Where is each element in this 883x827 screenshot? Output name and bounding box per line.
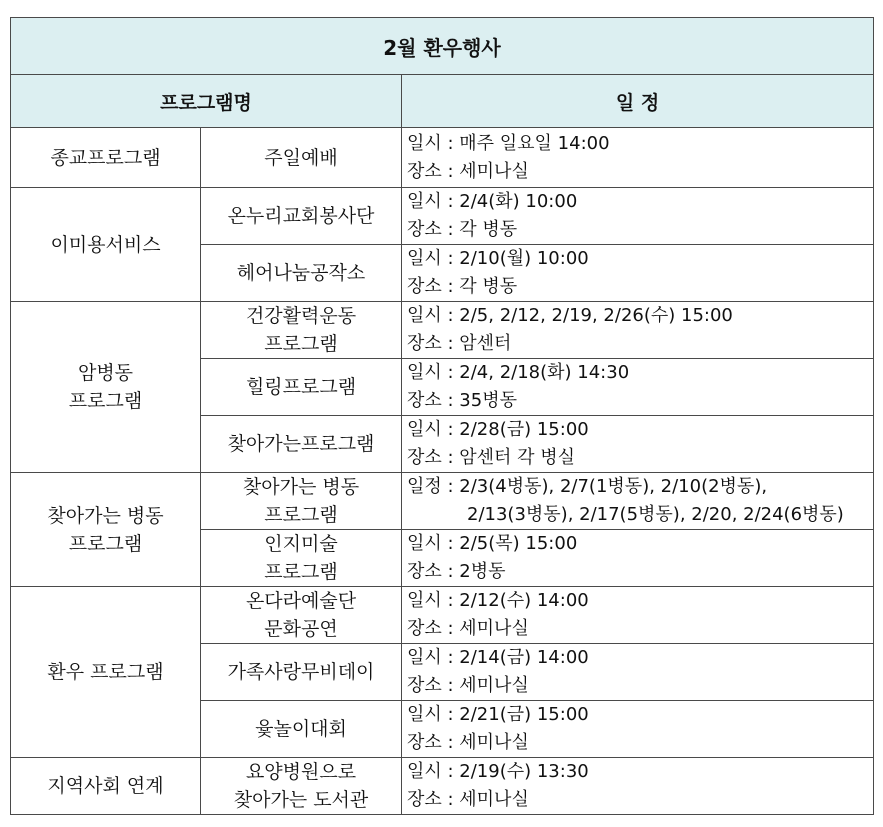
schedule-place: 장소 : 각 병동 xyxy=(407,219,518,240)
program-line: 가족사랑무비데이 xyxy=(227,661,375,683)
schedule-place: 장소 : 35병동 xyxy=(407,390,517,411)
schedule-cell xyxy=(402,530,874,587)
schedule-place: 장소 : 암센터 각 병실 xyxy=(407,447,576,468)
category-line: 프로그램 xyxy=(68,390,143,412)
schedule-place: 장소 : 세미나실 xyxy=(407,618,529,639)
schedule-place: 장소 : 세미나실 xyxy=(407,675,529,696)
program-cell xyxy=(201,644,402,701)
program-line: 힐링프로그램 xyxy=(245,376,357,398)
schedule-place: 장소 : 세미나실 xyxy=(407,732,529,753)
program-line: 찾아가는 병동 xyxy=(242,476,360,498)
schedule-time: 일시 : 2/14(금) 14:00 xyxy=(407,647,589,668)
program-cell xyxy=(201,473,402,530)
table-row xyxy=(11,473,874,530)
schedule-time: 일시 : 2/12(수) 14:00 xyxy=(407,590,589,611)
program-line: 온다라예술단 xyxy=(245,590,357,612)
program-line: 찾아가는 도서관 xyxy=(233,789,369,811)
table-title: 2월 환우행사 xyxy=(11,18,874,75)
schedule-cell xyxy=(402,245,874,302)
category-line: 환우 프로그램 xyxy=(47,661,164,683)
program-cell xyxy=(201,758,402,815)
program-cell xyxy=(201,245,402,302)
title-row xyxy=(11,18,874,75)
table-row xyxy=(11,188,874,245)
program-line: 프로그램 xyxy=(264,561,338,583)
schedule-time: 일정 : 2/3(4병동), 2/7(1병동), 2/10(2병동), xyxy=(407,476,768,497)
events-table xyxy=(10,17,874,815)
schedule-time: 일시 : 2/4(화) 10:00 xyxy=(407,191,578,212)
program-line: 헤어나눔공작소 xyxy=(236,262,366,284)
schedule-time: 일시 : 매주 일요일 14:00 xyxy=(407,132,610,154)
schedule-place: 장소 : 2병동 xyxy=(407,561,506,582)
header-schedule: 일 정 xyxy=(402,75,874,128)
program-cell xyxy=(201,530,402,587)
schedule-place: 장소 : 세미나실 xyxy=(407,789,529,810)
header-row xyxy=(11,75,874,128)
schedule-time: 일시 : 2/21(금) 15:00 xyxy=(407,704,589,725)
program-cell xyxy=(201,128,402,188)
schedule-cell xyxy=(402,302,874,359)
table-row xyxy=(11,758,874,815)
schedule-cell xyxy=(402,701,874,758)
category-line: 이미용서비스 xyxy=(50,233,161,256)
program-cell xyxy=(201,701,402,758)
program-line: 인지미술 xyxy=(264,533,338,555)
category-cell xyxy=(11,587,201,758)
schedule-place: 장소 : 암센터 xyxy=(407,333,512,354)
category-line: 지역사회 연계 xyxy=(47,775,164,797)
schedule-cell xyxy=(402,188,874,245)
schedule-cell xyxy=(402,473,874,530)
program-cell xyxy=(201,188,402,245)
category-line: 종교프로그램 xyxy=(50,146,161,169)
schedule-table-wrapper xyxy=(10,17,874,815)
category-line: 찾아가는 병동 xyxy=(47,504,164,527)
schedule-time: 일시 : 2/4, 2/18(화) 14:30 xyxy=(407,362,630,383)
program-line: 프로그램 xyxy=(264,504,338,526)
schedule-time: 일시 : 2/5, 2/12, 2/19, 2/26(수) 15:00 xyxy=(407,305,733,326)
table-row xyxy=(11,128,874,188)
program-line: 건강활력운동 xyxy=(245,305,357,327)
program-line: 찾아가는프로그램 xyxy=(227,433,375,455)
category-cell xyxy=(11,302,201,473)
table-row xyxy=(11,302,874,359)
category-line: 암병동 xyxy=(77,362,134,384)
schedule-cell xyxy=(402,758,874,815)
header-program: 프로그램명 xyxy=(11,75,402,128)
schedule-time: 일시 : 2/28(금) 15:00 xyxy=(407,419,589,440)
schedule-place: 장소 : 세미나실 xyxy=(407,160,529,182)
schedule-cell xyxy=(402,128,874,188)
schedule-cell xyxy=(402,416,874,473)
schedule-time: 일시 : 2/10(월) 10:00 xyxy=(407,248,589,269)
program-line: 주일예배 xyxy=(264,146,338,169)
program-cell xyxy=(201,359,402,416)
program-line: 프로그램 xyxy=(264,333,338,355)
program-cell xyxy=(201,302,402,359)
program-line: 온누리교회봉사단 xyxy=(227,205,375,227)
table-row xyxy=(11,587,874,644)
category-cell xyxy=(11,473,201,587)
category-line: 프로그램 xyxy=(68,532,143,555)
program-cell xyxy=(201,587,402,644)
schedule-time: 일시 : 2/19(수) 13:30 xyxy=(407,761,589,782)
schedule-cell xyxy=(402,644,874,701)
schedule-cell xyxy=(402,359,874,416)
schedule-place: 장소 : 각 병동 xyxy=(407,276,518,297)
category-cell xyxy=(11,188,201,302)
program-line: 윷놀이대회 xyxy=(255,718,347,740)
category-cell xyxy=(11,128,201,188)
schedule-cell xyxy=(402,587,874,644)
category-cell xyxy=(11,758,201,815)
schedule-time: 일시 : 2/5(목) 15:00 xyxy=(407,533,578,554)
program-line: 요양병원으로 xyxy=(245,761,357,783)
program-cell xyxy=(201,416,402,473)
program-line: 문화공연 xyxy=(264,618,338,640)
schedule-place: 2/13(3병동), 2/17(5병동), 2/20, 2/24(6병동) xyxy=(467,504,844,525)
